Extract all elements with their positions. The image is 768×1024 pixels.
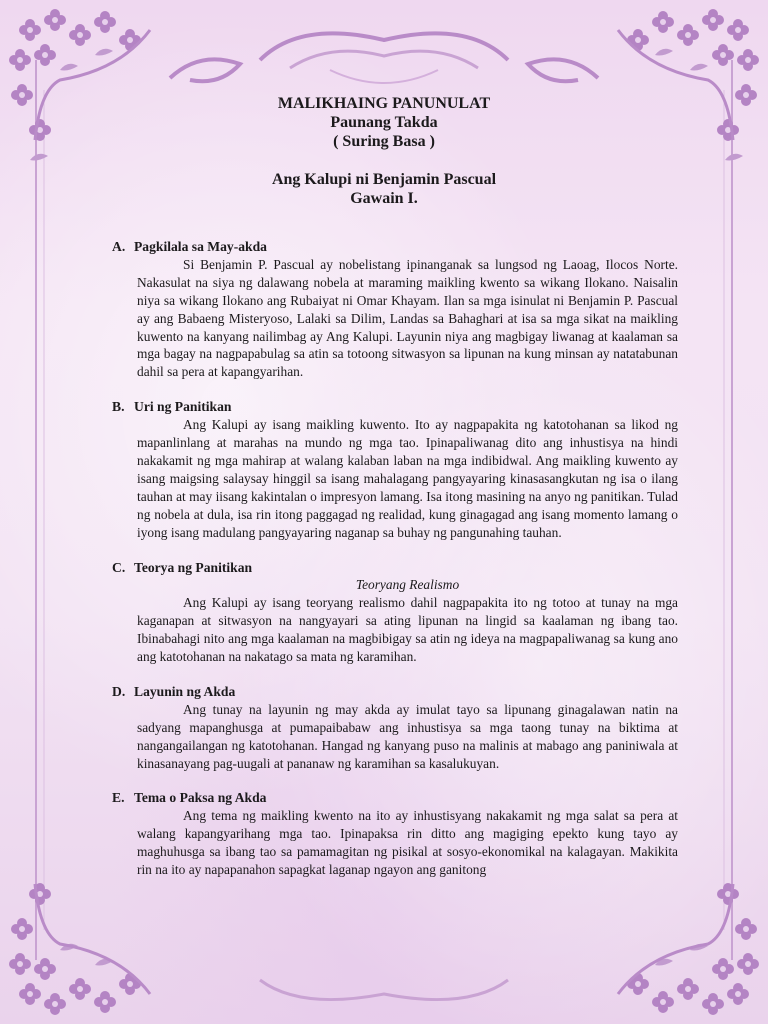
section-paragraph: Ang tunay na layunin ng may akda ay imulat tayo sa lipunang ginagalawan natin na sadyang mapanghusga at pumapaibabaw ang inhustisya sa mga taong tunay na biktima at nangangailangan ng katotohanan. Hangad ng kanyang puso na malinis at mabago ang paniniwala at kinasanayang pag-uugali at pananaw ng karamihan sa kasalukuyan. [137,701,678,771]
title-block [0,94,768,208]
section-paragraph: Si Benjamin P. Pascual ay nobelistang ipinanganak sa lungsod ng Laoag, Ilocos Norte. Nakasulat na siya ng dalawang nobela at maraming maikling kwento sa wikang Ilokano. Naisalin niya sa wikang Ilokano ang Rubaiyat ni Omar Khayam. Ilan sa mga isinulat ni Benjamin P. Pascual ay ang Babaeng Misteryoso, Lalaki sa Dilim, Landas sa Bahaghari at isa sa mga sikat na maikling kuwento na kanyang nailimbag ay Ang Kalupi. Layunin niya ang magbigay liwanag at kaalaman sa mga bagay na nagpapabulag sa atin sa totoong sitwasyon sa lipunan na kung minsan ay natatabunan dahil sa pera at kapangyarihan. [137,256,678,380]
section-b [112,398,678,541]
section-c [112,559,678,666]
section-title: Pagkilala sa May-akda [134,239,267,254]
section-heading [112,238,678,256]
section-d [112,683,678,773]
section-letter: C. [112,559,126,575]
section-heading [112,683,678,701]
section-letter: E. [112,790,125,806]
activity-label: Gawain I. [350,190,418,207]
section-e [112,789,678,879]
section-paragraph: Ang Kalupi ay isang maikling kuwento. Ito ay nagpapakita ng katotohanan sa likod ng mapanlinlang at marahas na mundo ng mga tao. Ipinapaliwanag dito ang inhustisya na hindi nakakamit ng mga mahirap at walang kalaban laban na mga indibidwal. Ang maikling kuwento ay isang maigsing salaysay hinggil sa isang mahalagang pangyayaring kinasasangkutan ng isa o ilang tauhan at may iisang kakintalan o impresyon lamang. Isa itong masining na anyo ng panitikan. Tulad ng nobela at dula, isa rin itong paggagad ng realidad, kung ginagagad ang isang momento lamang o iyong isang madulang pangyayaring naganap sa buhay ng pangunahing tauhan. [137,417,678,540]
work-title: Ang Kalupi ni Benjamin Pascual [271,171,497,188]
section-subheading: Teoryang Realismo [355,577,460,593]
section-heading [112,398,678,416]
document-subtitle: Paunang Takda [330,114,438,131]
section-letter: A. [112,239,126,254]
section-title: Uri ng Panitikan [134,399,232,415]
section-paragraph: Ang Kalupi ay isang teoryang realismo dahil nagpapakita ito ng totoo at tunay na mga kaganapan at sitwasyon na nangyayari sa ating lipunan na lingid sa kaalaman ng ibang tao. Ibinabahagi nito ang mga kaalaman na magbibigay sa atin ng ideya na magpapaliwanag sa kung ano ang katotohanan na nakatago sa mata ng karamihan. [137,595,678,665]
section-a [112,238,678,381]
section-title: Tema o Paksa ng Akda [134,790,267,806]
section-letter: D. [112,683,126,699]
section-heading [112,559,678,577]
section-title: Layunin ng Akda [134,683,236,699]
section-title: Teorya ng Panitikan [134,559,253,575]
document-body [112,238,678,896]
section-letter: B. [112,399,125,415]
document-sub-subtitle: ( Suring Basa ) [333,133,435,150]
section-paragraph: Ang tema ng maikling kwento na ito ay inhustisyang nakakamit ng mga salat sa pera at walang kapangyarihang mga tao. Ipinapaksa rin ditto ang magiging epekto kung tayo ay maghuhusga sa ibang tao sa pamamagitan ng pisikal at sosyo-ekonomikal na kalagayan. Makikita rin na ito ay napapanahon sapagkat laganap ngayon ang ganitong [137,808,678,878]
section-heading [112,789,678,807]
document-title: MALIKHAING PANUNULAT [277,95,491,112]
